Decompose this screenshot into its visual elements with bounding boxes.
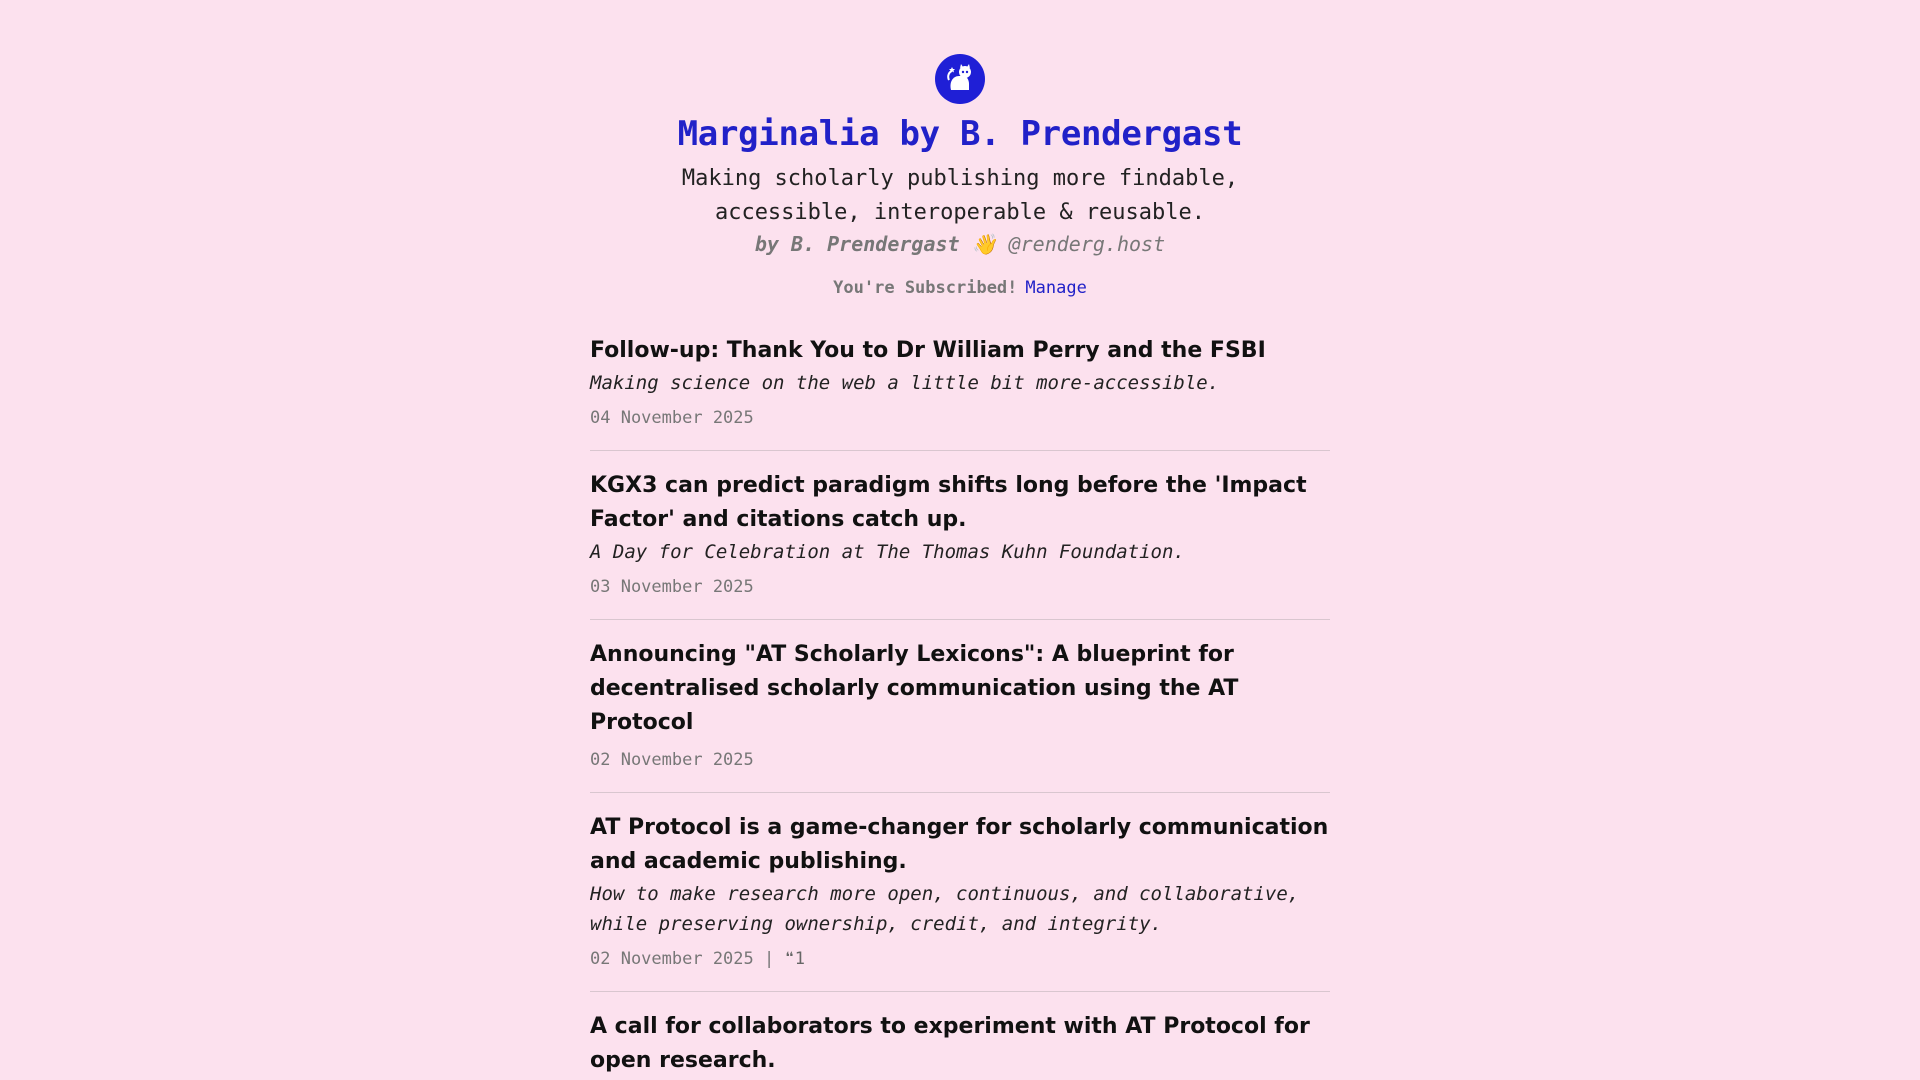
- post-subtitle: A Day for Celebration at The Thomas Kuhn Foundation.: [590, 541, 1185, 563]
- byline: [590, 232, 1330, 256]
- post-title[interactable]: AT Protocol is a game-changer for scholarly communication and academic publishing.: [590, 815, 1329, 874]
- quote-count[interactable]: [785, 949, 806, 969]
- quote-count-value: 1: [794, 949, 806, 969]
- wave-emoji-icon: 👋: [971, 232, 997, 256]
- author-handle[interactable]: @renderg.host: [1008, 232, 1166, 256]
- post-title[interactable]: Announcing "AT Scholarly Lexicons": A blueprint for decentralised scholarly communication using the AT Protocol: [590, 642, 1239, 735]
- post-item[interactable]: [590, 620, 1330, 793]
- post-list: [590, 334, 1330, 1080]
- post-date: 02 November 2025: [590, 750, 754, 770]
- post-meta: [590, 949, 1330, 969]
- post-item[interactable]: [590, 992, 1330, 1080]
- site-title[interactable]: Marginalia by B. Prendergast: [677, 114, 1243, 154]
- post-title[interactable]: A call for collaborators to experiment with AT Protocol for open research.: [590, 1014, 1310, 1073]
- post-title[interactable]: KGX3 can predict paradigm shifts long before the 'Impact Factor' and citations catch up.: [590, 473, 1307, 532]
- post-date: 04 November 2025: [590, 408, 754, 428]
- post-subtitle: How to make research more open, continuous, and collaborative, while preserving ownership, credit, and integrity.: [590, 883, 1300, 935]
- post-item[interactable]: [590, 451, 1330, 620]
- page: [590, 0, 1330, 1080]
- post-date: 03 November 2025: [590, 577, 754, 597]
- subscribed-label: You're Subscribed!: [833, 278, 1018, 298]
- cat-avatar-icon[interactable]: [935, 54, 985, 104]
- post-title[interactable]: Follow-up: Thank You to Dr William Perry and the FSBI: [590, 338, 1266, 363]
- subscription-status: [590, 278, 1330, 298]
- byline-prefix: by: [754, 232, 779, 256]
- post-item[interactable]: [590, 334, 1330, 451]
- site-tagline: Making scholarly publishing more findable, accessible, interoperable & reusable.: [681, 166, 1239, 225]
- author-name[interactable]: B. Prendergast: [791, 232, 960, 256]
- quote-icon: ❝: [784, 949, 795, 969]
- post-item[interactable]: [590, 793, 1330, 992]
- manage-subscription-link[interactable]: Manage: [1025, 278, 1087, 298]
- post-subtitle: Making science on the web a little bit more-accessible.: [590, 372, 1220, 394]
- meta-separator: |: [764, 949, 775, 969]
- post-date: 02 November 2025: [590, 949, 754, 969]
